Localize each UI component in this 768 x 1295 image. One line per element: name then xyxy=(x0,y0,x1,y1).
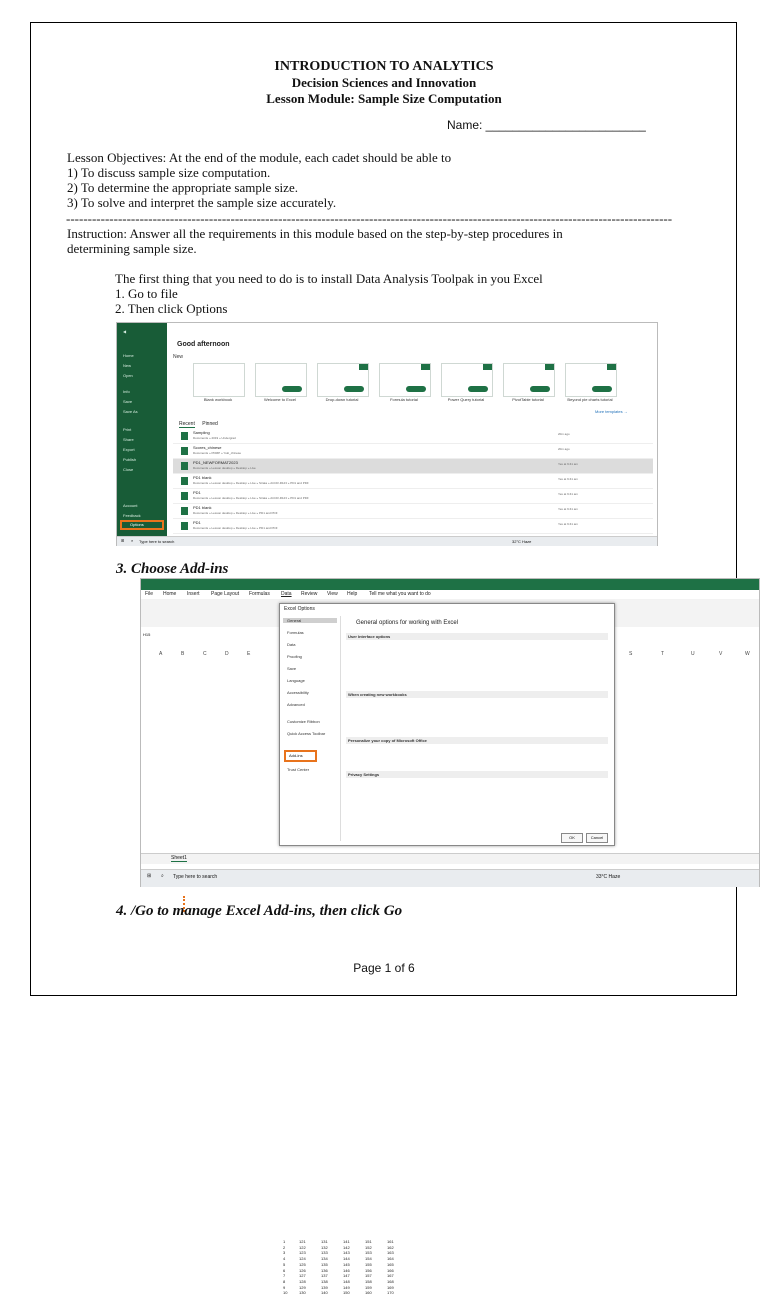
tab-review: Review xyxy=(301,591,318,597)
name-field: Name: ________________________ xyxy=(447,118,646,132)
excel-start-screenshot xyxy=(116,322,658,546)
template-label: Drop-down tutorial xyxy=(325,397,359,402)
nav-data: Data xyxy=(287,642,296,647)
tab-data: Data xyxy=(281,591,292,597)
table-cell: 145 xyxy=(343,1261,350,1267)
excel-options-dialog xyxy=(279,603,615,846)
row-number: 1 xyxy=(283,1239,286,1244)
table-cell: 149 xyxy=(343,1284,350,1290)
sidebar-item-print: Print xyxy=(123,427,132,432)
sidebar-item-open: Open xyxy=(123,373,133,378)
section-header: Privacy Settings xyxy=(346,771,608,778)
excel-file-icon xyxy=(181,462,188,470)
ok-button: OK xyxy=(561,833,583,843)
table-cell: 165 xyxy=(387,1261,394,1267)
table-cell: 131 xyxy=(321,1239,328,1244)
nav-add-ins-highlight: Add-ins xyxy=(284,750,317,762)
template-tile xyxy=(441,363,493,397)
table-cell: 139 xyxy=(321,1284,328,1290)
instruction-line-1: Instruction: Answer all the requirements in this module based on the step-by-step procedures in xyxy=(67,226,563,241)
column-header: B xyxy=(181,651,185,657)
template-label: Power Query tutorial xyxy=(447,397,485,402)
tab-recent: Recent xyxy=(179,421,195,427)
sidebar-item-account: Account xyxy=(123,503,138,508)
list-item: PD1 blank Documents » Lesson desktop » Desktop » Live » PD1 and PDF Yes at 9:41 am xyxy=(173,504,653,519)
column-header: A xyxy=(159,651,163,657)
options-highlight: Options xyxy=(120,520,164,530)
dialog-title: Excel Options xyxy=(284,606,315,612)
row-number: 5 xyxy=(283,1261,286,1267)
table-cell: 143 xyxy=(343,1250,350,1256)
template-tile xyxy=(317,363,369,397)
sidebar-item-home: Home xyxy=(123,353,134,358)
taskbar-search-text: Type here to search xyxy=(173,874,218,880)
recent-files-list xyxy=(173,429,653,534)
nav-proofing: Proofing xyxy=(287,654,302,659)
sidebar-item-save-as: Save As xyxy=(123,409,138,414)
nav-quick-access: Quick Access Toolbar xyxy=(287,731,326,736)
tab-formulas: Formulas xyxy=(249,591,270,597)
windows-start-icon: ⊞ xyxy=(121,538,125,543)
column-header: C xyxy=(203,651,207,657)
recent-pinned-tabs xyxy=(179,421,218,427)
table-cell: 121 xyxy=(299,1239,306,1244)
row-number: 10 xyxy=(283,1290,288,1295)
table-cell: 157 xyxy=(365,1273,372,1279)
list-item: PD1_NEWFORMAT2023 Documents » Lesson desktop » Desktop » Live Yes at 9:41 am xyxy=(173,459,653,474)
table-cell: 128 xyxy=(299,1278,306,1284)
document-title: INTRODUCTION TO ANALYTICS xyxy=(274,59,494,74)
taskbar-weather: 32°C Haze xyxy=(512,539,532,544)
table-cell: 142 xyxy=(343,1244,350,1250)
search-icon: ⌕ xyxy=(161,873,164,879)
back-arrow-icon: ◀ xyxy=(123,329,127,334)
nav-save: Save xyxy=(287,666,297,671)
column-header: U xyxy=(691,651,695,657)
step-4: 4. /Go to manage Excel Add-ins, then click Go xyxy=(116,903,403,919)
table-cell: 124 xyxy=(299,1256,306,1262)
table-cell: 129 xyxy=(299,1284,306,1290)
template-tile xyxy=(565,363,617,397)
excel-file-icon xyxy=(181,477,188,485)
nav-trust-center: Trust Center xyxy=(287,767,310,772)
table-cell: 136 xyxy=(321,1267,328,1273)
column-header: E xyxy=(247,651,251,657)
table-cell: 123 xyxy=(299,1250,306,1256)
page-number: Page 1 of 6 xyxy=(353,961,415,975)
objective-item: 2) To determine the appropriate sample size. xyxy=(67,180,298,195)
taskbar-weather: 33°C Haze xyxy=(596,874,621,880)
nav-advanced: Advanced xyxy=(287,702,305,707)
objective-item: 3) To solve and interpret the sample size accurately. xyxy=(67,195,337,210)
row-number: 3 xyxy=(283,1250,286,1256)
table-cell: 166 xyxy=(387,1267,394,1273)
cancel-button: Cancel xyxy=(586,833,608,843)
template-label: Formula tutorial xyxy=(390,397,418,402)
template-label: Welcome to Excel xyxy=(264,397,296,402)
taskbar-search-text: Type here to search xyxy=(139,539,175,544)
section-header: Personalize your copy of Microsoft Office xyxy=(346,737,608,744)
nav-customize-ribbon: Customize Ribbon xyxy=(287,719,320,724)
excel-file-icon xyxy=(181,492,188,500)
table-cell: 147 xyxy=(343,1273,350,1279)
list-item: PD1 blank Documents » Lesson desktop » Desktop » Live » Strata » ACCR-R123 » PD1 and PDF Yes at 9:41 am xyxy=(173,474,653,489)
ribbon-tabs xyxy=(141,590,759,599)
tab-insert: Insert xyxy=(187,591,200,597)
more-templates-link: More templates → xyxy=(595,409,628,414)
step-3: 3. Choose Add-ins xyxy=(116,561,229,577)
template-label: PivotTable tutorial xyxy=(512,397,544,402)
table-cell: 138 xyxy=(321,1278,328,1284)
sidebar-item-export: Export xyxy=(123,447,135,452)
row-number: 8 xyxy=(283,1278,286,1284)
greeting: Good afternoon xyxy=(177,341,230,348)
table-cell: 155 xyxy=(365,1261,372,1267)
module-title: Lesson Module: Sample Size Computation xyxy=(266,91,502,106)
table-cell: 122 xyxy=(299,1244,306,1250)
table-cell: 159 xyxy=(365,1284,372,1290)
table-cell: 135 xyxy=(321,1261,328,1267)
template-label: Beyond pie charts tutorial xyxy=(567,397,613,402)
sidebar-item-info: Info xyxy=(123,389,130,394)
table-cell: 163 xyxy=(387,1250,394,1256)
nav-language: Language xyxy=(287,678,305,683)
table-cell: 169 xyxy=(387,1284,394,1290)
table-cell: 160 xyxy=(365,1290,372,1295)
template-tile xyxy=(503,363,555,397)
nav-accessibility: Accessibility xyxy=(287,690,309,695)
template-label: Blank workbook xyxy=(203,397,233,402)
name-box: H15 xyxy=(143,632,151,637)
table-cell: 125 xyxy=(299,1261,306,1267)
table-cell: 127 xyxy=(299,1273,306,1279)
section-header: User Interface options xyxy=(346,633,608,640)
column-header: V xyxy=(719,651,723,657)
dialog-body xyxy=(346,616,608,826)
table-cell: 141 xyxy=(343,1239,350,1244)
tab-home: Home xyxy=(163,591,177,597)
table-cell: 162 xyxy=(387,1244,394,1250)
table-cell: 126 xyxy=(299,1267,306,1273)
tab-view: View xyxy=(327,591,338,597)
table-cell: 134 xyxy=(321,1256,328,1262)
excel-file-icon xyxy=(181,432,188,440)
sidebar-item-share: Share xyxy=(123,437,134,442)
table-cell: 144 xyxy=(343,1256,350,1262)
row-number: 6 xyxy=(283,1267,286,1273)
windows-taskbar xyxy=(117,536,657,546)
new-section-label: New xyxy=(173,354,184,360)
nav-general: General xyxy=(283,618,337,623)
table-cell: 140 xyxy=(321,1290,328,1295)
list-item: Scores_chinese Documents » PDMP » Yuki_chinese 20m ago xyxy=(173,444,653,459)
table-cell: 146 xyxy=(343,1267,350,1273)
template-tile xyxy=(193,363,245,397)
table-cell: 148 xyxy=(343,1278,350,1284)
sidebar-item-close: Close xyxy=(123,467,134,472)
step-1: 1. Go to file xyxy=(115,286,178,301)
list-item: PD1 Documents » Lesson desktop » Desktop » Live » Strata » ACCR-R123 » PD1 and PDF Yes at 9:41 am xyxy=(173,489,653,504)
nav-formulas: Formulas xyxy=(287,630,304,635)
sidebar-item-publish: Publish xyxy=(123,457,137,462)
sidebar-item-new: New xyxy=(123,363,132,368)
sidebar-item-feedback: Feedback xyxy=(123,513,141,518)
table-cell: 154 xyxy=(365,1256,372,1262)
objective-item: 1) To discuss sample size computation. xyxy=(67,165,271,180)
table-cell: 133 xyxy=(321,1250,328,1256)
column-header: D xyxy=(225,651,229,657)
template-tile xyxy=(379,363,431,397)
row-number: 7 xyxy=(283,1273,286,1279)
list-item: Sampling Documents » 2019 » Undergrad 20m ago xyxy=(173,429,653,444)
table-cell: 156 xyxy=(365,1267,372,1273)
windows-taskbar xyxy=(141,869,759,887)
table-cell: 164 xyxy=(387,1256,394,1262)
dialog-heading: General options for working with Excel xyxy=(356,620,459,626)
table-cell: 150 xyxy=(343,1290,350,1295)
template-tile xyxy=(255,363,307,397)
tab-help: Help xyxy=(347,591,358,597)
tab-file: File xyxy=(145,591,154,597)
table-cell: 130 xyxy=(299,1290,306,1295)
tab-pinned: Pinned xyxy=(202,421,218,427)
dashed-separator: -------------------------------------------------------------------------------------------------------------------------------------------- xyxy=(66,211,673,226)
excel-title-bar xyxy=(141,579,759,590)
row-number: 4 xyxy=(283,1256,286,1262)
list-item: PD1 Documents » Lesson desktop » Desktop » Live » PD1 and PDF Yes at 9:41 am xyxy=(173,519,653,534)
table-cell: 152 xyxy=(365,1244,372,1250)
column-header: W xyxy=(745,651,750,657)
table-cell: 168 xyxy=(387,1278,394,1284)
instruction-line-2: determining sample size. xyxy=(67,241,197,256)
tab-page-layout: Page Layout xyxy=(211,591,240,597)
column-header: S xyxy=(629,651,633,657)
excel-file-icon xyxy=(181,507,188,515)
objectives-intro: Lesson Objectives: At the end of the module, each cadet should be able to xyxy=(67,150,452,165)
table-cell: 161 xyxy=(387,1239,394,1244)
sidebar-item-save: Save xyxy=(123,399,133,404)
step-2: 2. Then click Options xyxy=(115,301,228,316)
steps-intro: The first thing that you need to do is to install Data Analysis Toolpak in you Excel xyxy=(115,271,543,286)
sheet-tab: Sheet1 xyxy=(171,855,187,861)
section-header: When creating new workbooks xyxy=(346,691,608,698)
row-number: 2 xyxy=(283,1244,286,1250)
backstage-sidebar xyxy=(117,323,167,536)
dialog-nav xyxy=(283,616,341,841)
template-tiles xyxy=(193,363,633,407)
tell-me-box: Tell me what you want to do xyxy=(369,591,431,597)
table-cell: 153 xyxy=(365,1250,372,1256)
windows-start-icon: ⊞ xyxy=(147,873,152,879)
table-cell: 132 xyxy=(321,1244,328,1250)
table-cell: 158 xyxy=(365,1278,372,1284)
excel-file-icon xyxy=(181,447,188,455)
document-subtitle: Decision Sciences and Innovation xyxy=(291,75,477,90)
table-cell: 151 xyxy=(365,1239,372,1244)
table-cell: 167 xyxy=(387,1273,394,1279)
excel-file-icon xyxy=(181,522,188,530)
sheet-tabs xyxy=(141,853,759,864)
table-cell: 170 xyxy=(387,1290,394,1295)
search-icon: ⌕ xyxy=(131,538,134,543)
column-header: T xyxy=(661,651,665,657)
row-number: 9 xyxy=(283,1284,286,1290)
table-cell: 137 xyxy=(321,1273,328,1279)
